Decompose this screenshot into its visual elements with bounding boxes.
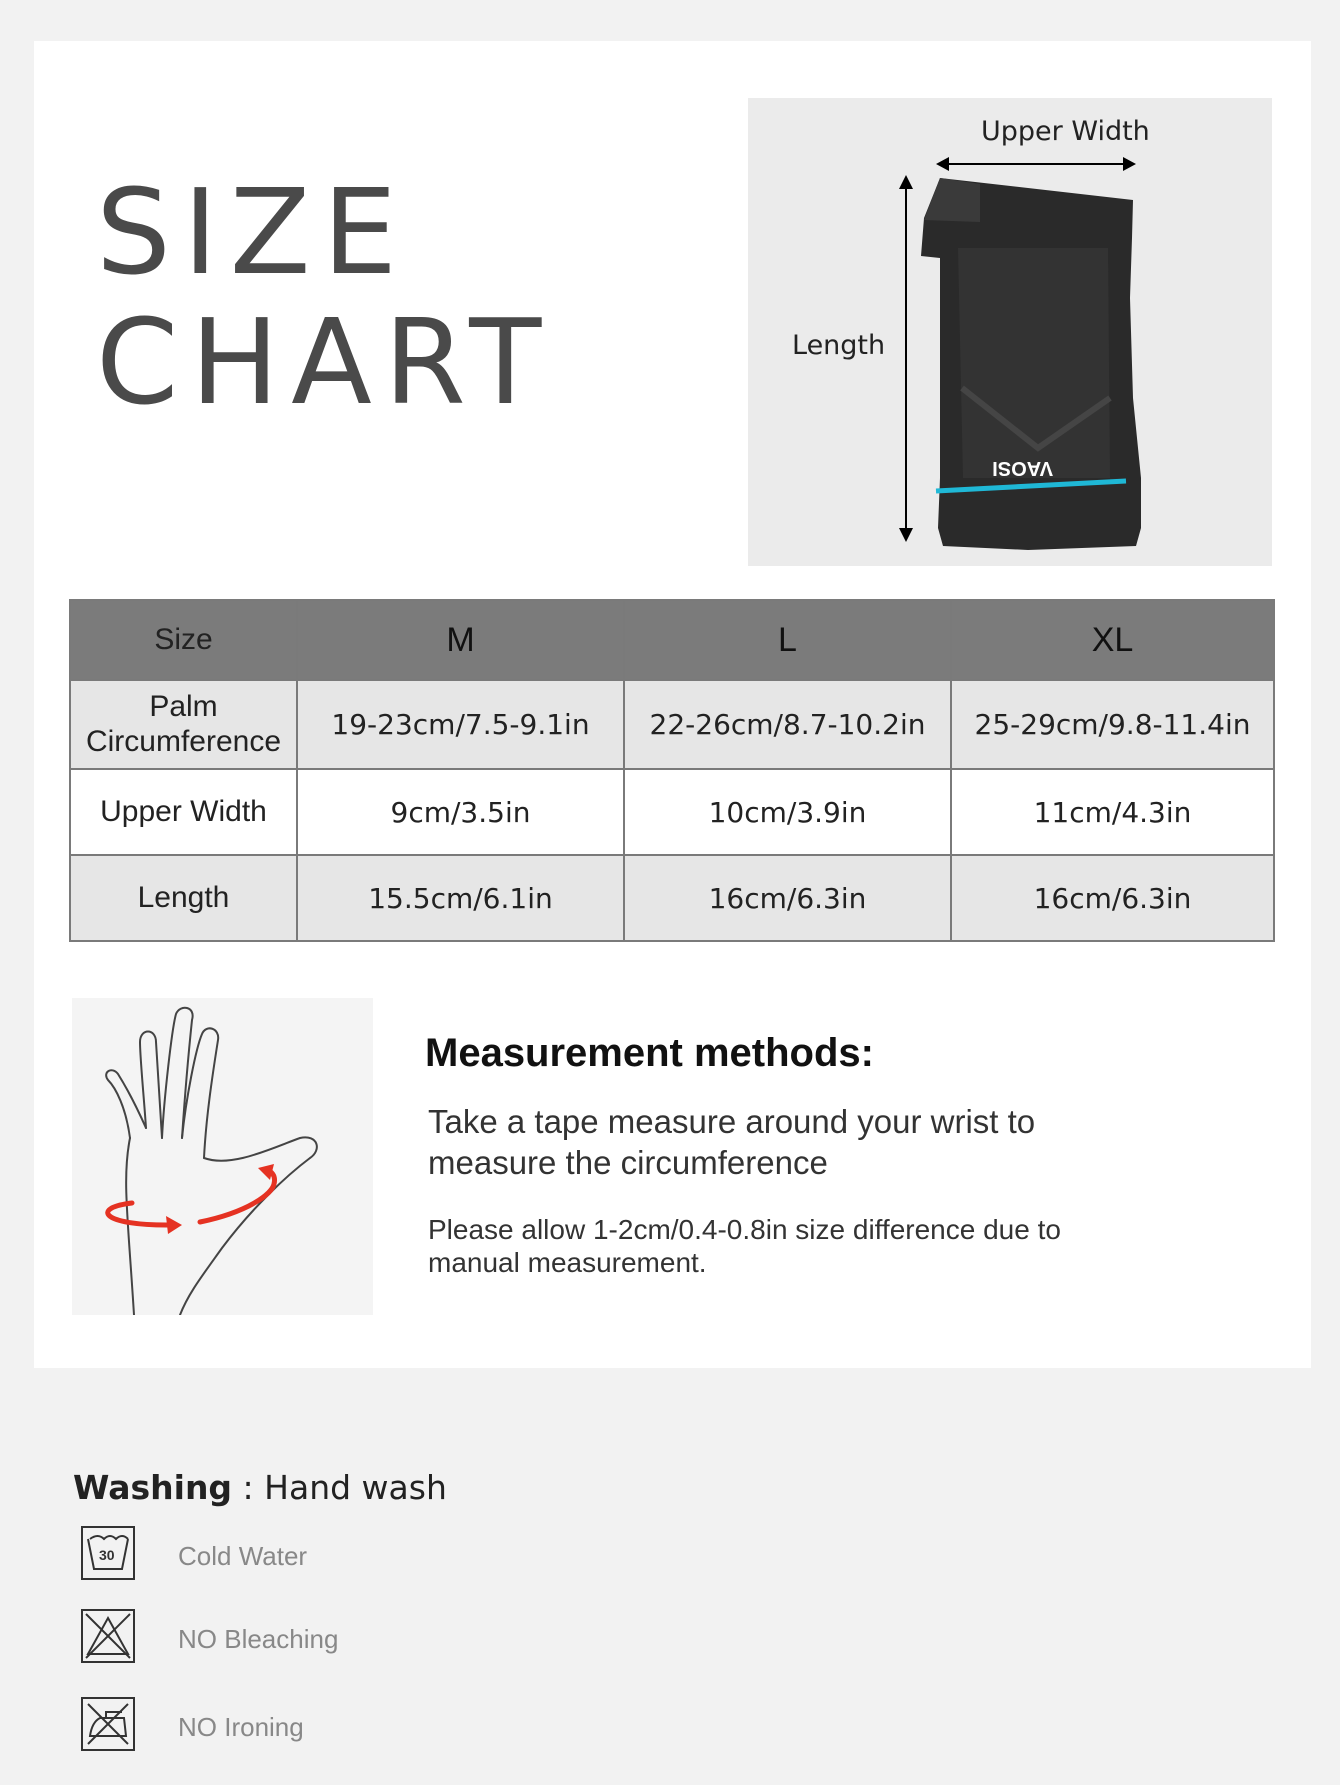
length-label: Length bbox=[792, 330, 886, 361]
header-l: L bbox=[624, 600, 951, 680]
arrow-head-icon bbox=[166, 1216, 182, 1234]
tape-arrow-icon bbox=[108, 1170, 275, 1225]
length-arrow bbox=[899, 175, 913, 542]
size-table bbox=[69, 599, 1275, 942]
hand-measurement-illustration bbox=[72, 998, 373, 1315]
upper-width-label: Upper Width bbox=[981, 116, 1150, 147]
no-bleach-icon bbox=[80, 1608, 138, 1666]
sleeve-icon bbox=[921, 178, 1141, 550]
washing-separator: : bbox=[232, 1468, 265, 1507]
table-cell: 19-23cm/7.5-9.1in bbox=[297, 680, 624, 769]
table-cell: 15.5cm/6.1in bbox=[297, 855, 624, 941]
hand-icon bbox=[72, 998, 373, 1315]
wash-30-icon bbox=[80, 1525, 138, 1583]
care-text: NO Bleaching bbox=[178, 1624, 339, 1654]
size-chart-card bbox=[34, 41, 1311, 1368]
table-cell: 16cm/6.3in bbox=[951, 855, 1274, 941]
measurement-note: Please allow 1-2cm/0.4-0.8in size difference due to manual measurement. bbox=[428, 1214, 1061, 1278]
measurement-title: Measurement methods: bbox=[425, 1031, 874, 1075]
title-size: SIZE bbox=[96, 163, 410, 301]
row-label-line: Palm bbox=[149, 690, 218, 723]
table-cell: 9cm/3.5in bbox=[297, 769, 624, 855]
row-label: Length bbox=[70, 855, 297, 941]
care-text: NO Ironing bbox=[178, 1712, 304, 1742]
table-row bbox=[70, 769, 1274, 855]
table-cell: 22-26cm/8.7-10.2in bbox=[624, 680, 951, 769]
table-cell: 16cm/6.3in bbox=[624, 855, 951, 941]
arrow-head-icon bbox=[258, 1164, 274, 1180]
row-label-line: Circumference bbox=[85, 724, 282, 758]
wrist-sleeve-illustration bbox=[748, 98, 1272, 566]
header-xl: XL bbox=[951, 600, 1274, 680]
row-label: Upper Width bbox=[70, 769, 297, 855]
brand-logo: VAOSI bbox=[992, 457, 1053, 479]
upper-width-arrow bbox=[936, 157, 1136, 171]
measurement-instruction: Take a tape measure around your wrist to measure the circumference bbox=[428, 1103, 1036, 1181]
no-iron-icon bbox=[80, 1696, 138, 1754]
header-size: Size bbox=[70, 600, 297, 680]
washing-label: Washing bbox=[73, 1468, 233, 1507]
table-row bbox=[70, 855, 1274, 941]
table-cell: 25-29cm/9.8-11.4in bbox=[951, 680, 1274, 769]
table-cell: 11cm/4.3in bbox=[951, 769, 1274, 855]
washing-heading bbox=[73, 1468, 447, 1507]
table-header-row bbox=[70, 600, 1274, 680]
product-diagram bbox=[748, 98, 1272, 566]
table-row bbox=[70, 680, 1274, 769]
row-label bbox=[70, 680, 297, 769]
table-cell: 10cm/3.9in bbox=[624, 769, 951, 855]
title-chart: CHART bbox=[96, 293, 554, 431]
header-m: M bbox=[297, 600, 624, 680]
washing-value: Hand wash bbox=[264, 1468, 447, 1507]
wash-temp: 30 bbox=[99, 1547, 115, 1563]
care-text: Cold Water bbox=[178, 1541, 308, 1571]
